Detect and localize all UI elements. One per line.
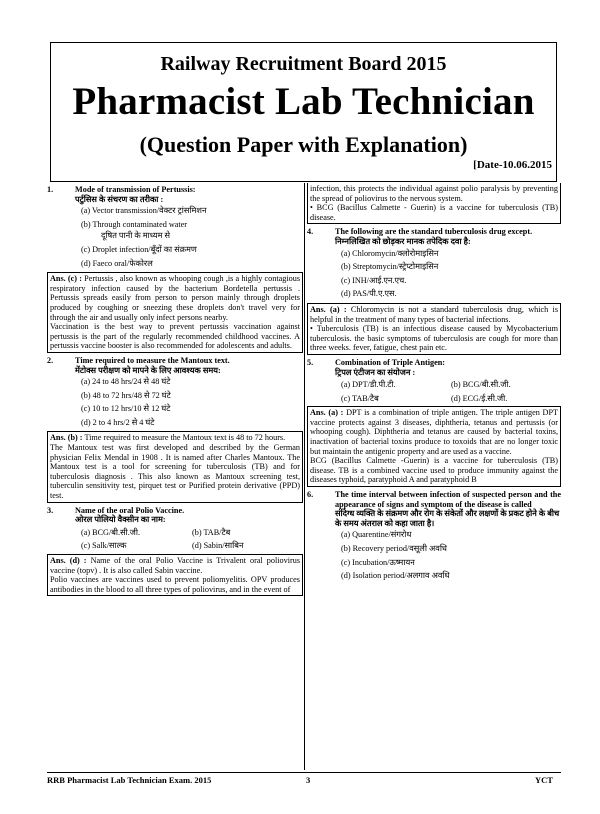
question-text-hindi: पर्टुसिस के संचरण का तरीका : <box>75 194 164 204</box>
option-b: (b) 48 to 72 hrs/48 से 72 घंटे <box>81 390 171 400</box>
question-text-hindi: संदिग्ध व्यक्ति के संक्रमण और रोग के संकेतों और लक्षणों के प्रकट होने के बीच के समय अंतराल को कहा जाता है। <box>335 509 560 528</box>
options <box>307 249 561 299</box>
answer-label: Ans. (a) : <box>310 408 344 418</box>
page-title: Pharmacist Lab Technician <box>72 80 535 123</box>
option-c: (c) 10 to 12 hrs/10 से 12 घंटे <box>81 404 171 414</box>
option-b: (b) TAB/टैब <box>192 527 231 537</box>
page-subtitle: (Question Paper with Explanation) <box>139 132 468 157</box>
question-6 <box>307 490 561 581</box>
question-text-hindi: ओरल पोलियो वैक्सीन का नाम: <box>75 515 166 525</box>
answer-text: • BCG (Bacillus Calmette - Guerin) is a vaccine for tuberculosis (TB) disease. <box>310 203 558 222</box>
options <box>307 530 561 580</box>
answer-label: Ans. (c) : <box>50 274 82 284</box>
option-b-hindi: दूषित पानी के माध्यम से <box>101 231 171 241</box>
question-text: The following are the standard tuberculosis drug except. <box>335 227 533 237</box>
option-c: (c) TAB/टैब <box>341 393 379 403</box>
publisher-name: YCT <box>535 775 553 785</box>
question-text-hindi: निम्नलिखित को छोड़कर मानक तपेदिक दवा है: <box>335 236 471 246</box>
exam-date: [Date-10.06.2015 <box>473 159 552 171</box>
answer-text: • Tuberculosis (TB) is an infectious disease caused by Mycobacterium tuberculosis. the basic symptoms of tuberculosis are cough for more than three weeks. fever, fatigue, chest pain etc. <box>310 324 558 353</box>
answer-text: Pertussis , also known as whooping cough ,is a highly contagious respiratory infection caused by the bacterium Bordetella pertussis . Pertussis spreads easily from person to person mainly through droplets produced by coughing or sneezing these droplets don't travel very for through the air and usually only infect persons nearby. <box>50 274 301 322</box>
answer-text: BCG (Bacillus Calmette -Guerin) is a vaccine for tuberculosis (TB) disease. TB is a combined vaccine used to produce immunity against the diseases typhoid, paratyphoid A and paratyphoid B <box>310 456 558 485</box>
question-text: Time required to measure the Mantoux text. <box>75 355 230 365</box>
option-b: (b) Streptomycin/स्ट्रेप्टोमाइसिन <box>341 262 439 272</box>
column-divider <box>304 183 305 770</box>
question-number: 1. <box>47 185 54 194</box>
question-text: Mode of transmission of Pertussis: <box>75 185 196 194</box>
answer-label: Ans. (a) : <box>310 304 347 314</box>
answer-text: DPT is a combination of triple antigen. The triple antigen DPT vaccine protects against 3 diseases, diphtheria, tetanus and pertussis (or whooping cough). Diphtheria and tetanus are caused by bacterial toxins, inactivation of bacterial toxins produce to toxoids that are no longer toxic but maintain the antigenic property and are used as a vaccine. <box>310 408 558 456</box>
question-text: The time interval between infection of suspected person and the appearance of signs and symptom of the disease is called <box>335 490 561 509</box>
answer-box <box>307 303 561 355</box>
question-number: 6. <box>307 490 314 500</box>
answer-box <box>47 554 303 596</box>
answer-text: Vaccination is the best way to prevent pertussis vaccination against pertussis is the part of the regularly recommended childhood vaccines. A pertussis vaccine booster is also recommended for adolescents and adults. <box>50 322 300 351</box>
answer-text: Chloromycin is not a standard tuberculosis drug, which is helpful in the treatment of many types of bacterial infections. <box>310 304 559 324</box>
footer-exam-name: RRB Pharmacist Lab Technician Exam. 2015 <box>47 775 212 785</box>
option-b: (b) Recovery period/वसूली अवधि <box>341 544 447 553</box>
footer-divider <box>47 772 561 773</box>
answer-text: Time required to measure the Mantoux text is 48 to 72 hours. <box>84 433 286 443</box>
option-a: (a) DPT/डी.पी.टी. <box>341 380 396 390</box>
question-2 <box>47 356 303 503</box>
options <box>47 377 303 427</box>
options <box>47 206 303 268</box>
answer-box <box>47 272 303 353</box>
options <box>307 380 561 403</box>
option-a: (a) Vector transmission/वेक्टर ट्रांसमिशन <box>81 206 207 216</box>
option-b: (b) BCG/बी.सी.जी. <box>451 380 511 390</box>
question-number: 5. <box>307 357 314 367</box>
question-3 <box>47 506 303 597</box>
option-a: (a) Quarentine/संगरोध <box>341 530 412 540</box>
answer-text: Polio vaccines are vaccines used to prevent poliomyelitis. OPV produces antibodies in the blood to all three types of poliovirus, and in the event of <box>50 575 300 594</box>
answer-box <box>307 406 561 487</box>
answer-box-continued <box>307 183 561 224</box>
option-a: (a) Chloromycin/क्लोरोमाइसिन <box>341 248 439 258</box>
option-d: (d) ECG/ई.सी.जी. <box>451 393 508 403</box>
question-1 <box>47 185 303 353</box>
option-b: (b) Through contaminated water <box>81 219 188 229</box>
option-a: (a) BCG/बी.सी.जी. <box>81 527 141 537</box>
answer-box <box>47 431 303 502</box>
left-column <box>47 183 303 770</box>
option-c: (c) Incubation/ऊष्मायन <box>341 557 415 567</box>
answer-text: infection, this protects the individual against polio paralysis by preventing the spread of poliovirus to the nervous system. <box>310 184 558 203</box>
option-d: (d) PAS/पी.ए.एस. <box>341 289 397 299</box>
option-a: (a) 24 to 48 hrs/24 से 48 घंटे <box>81 377 171 387</box>
answer-label: Ans. (b) : <box>50 433 83 443</box>
options <box>47 528 303 551</box>
option-c: (c) Droplet infection/बूँदों का संक्रमण <box>81 244 197 254</box>
question-number: 2. <box>47 355 54 365</box>
question-number: 4. <box>307 227 314 237</box>
right-column <box>307 183 561 770</box>
exam-board: Railway Recruitment Board 2015 <box>160 53 447 75</box>
question-text-hindi: ट्रिपल एंटीजन का संयोजन : <box>335 367 416 377</box>
option-d: (d) Isolation period/अलगाव अवधि <box>341 571 450 581</box>
question-5 <box>307 358 561 487</box>
option-d: (d) Faeco oral/फेकोरल <box>81 258 153 268</box>
header-box <box>50 42 557 182</box>
question-number: 3. <box>47 505 54 515</box>
answer-text: The Mantoux test was first developed and described by the German physician Felix Mendal in 1908 . It is named after Charles Mantoux. The Mantoux test is a tool for screening for tuberculosis (TB) and for tuberculosis diagnosis . This also known as Mantoux screening test, tuberculin sensitivity test, pirquet test or Purified protein derivative (PPD) test. <box>50 443 300 501</box>
question-4 <box>307 227 561 355</box>
page-number: 3 <box>306 775 311 785</box>
question-text: Name of the oral Polio Vaccine. <box>75 505 185 515</box>
option-c: (c) INH/आई.एन.एच. <box>341 275 407 285</box>
question-text-hindi: मेंटोक्स परीक्षण को मापने के लिए आवश्यक समय: <box>75 365 221 375</box>
option-d: (d) Sabin/साबिन <box>192 541 244 551</box>
answer-text: Name of the oral Polio Vaccine is Trivalent oral poliovirus vaccine (topv) . It is also called Sabin vaccine. <box>50 556 301 575</box>
option-c: (c) Salk/साल्क <box>81 541 127 551</box>
question-text: Combination of Triple Antigen: <box>335 357 446 367</box>
answer-label: Ans. (d) : <box>50 556 87 565</box>
option-d: (d) 2 to 4 hrs/2 से 4 घंटे <box>81 417 155 427</box>
